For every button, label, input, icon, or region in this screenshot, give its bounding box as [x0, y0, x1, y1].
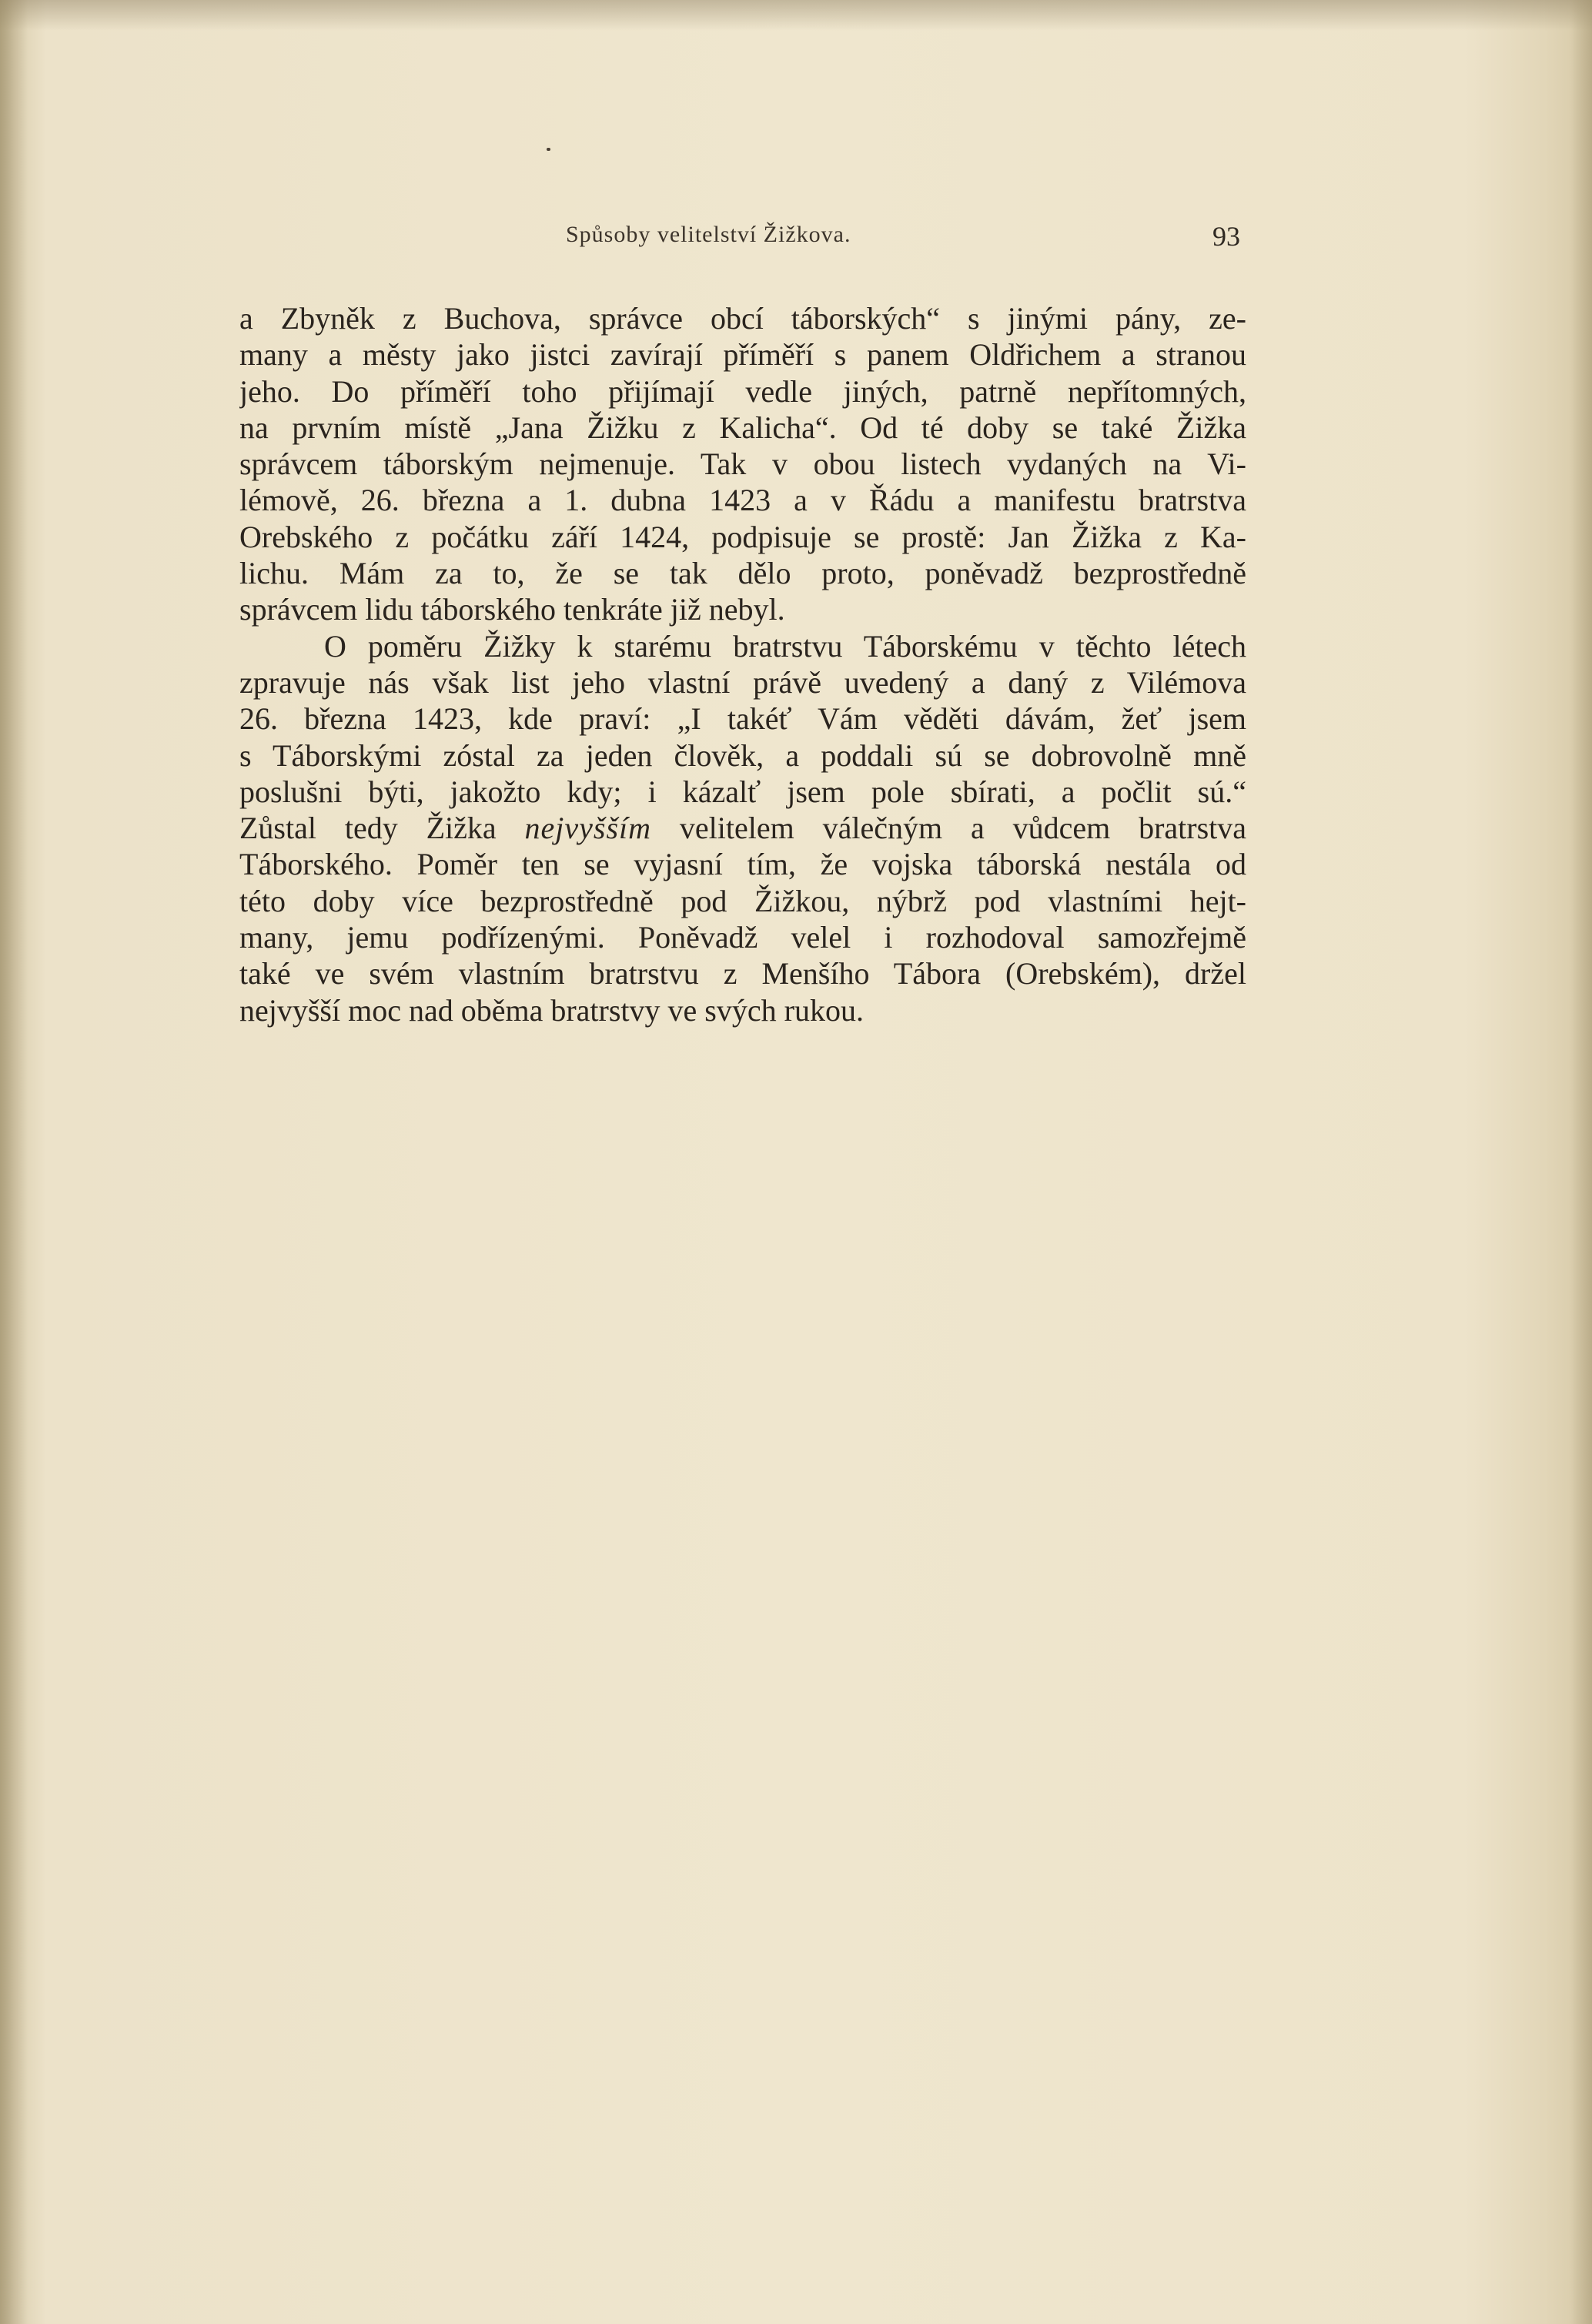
text-line: Orebského z počátku září 1424, podpisuje se prostě: Jan Žižka z Ka- [239, 519, 1246, 554]
text-line: lémově, 26. března a 1. dubna 1423 a v Řádu a manifestu bratrstva [239, 483, 1246, 518]
text-fragment: velitelem válečným a vůdcem bratrstva [679, 811, 1246, 846]
text-fragment: Zůstal tedy Žižka [239, 811, 497, 846]
text-line: správcem lidu táborského tenkráte již nebyl. [239, 592, 785, 627]
text-line: many a městy jako jistci zavírají příměří s panem Oldřichem a stranou [239, 337, 1246, 373]
text-line: s Táborskými zóstal za jeden člověk, a poddali sú se dobrovolně mně [239, 737, 1246, 773]
page-edge-shadow [1570, 0, 1592, 2324]
text-line: 26. března 1423, kde praví: „I takéť Vám věděti dávám, žeť jsem [239, 701, 1246, 737]
emphasized-word: nejvyšším [524, 811, 652, 846]
text-line: many, jemu podřízenými. Poněvadž velel i rozhodoval samozřejmě [239, 920, 1246, 955]
text-line: také ve svém vlastním bratrstvu z Menšího Tábora (Orebském), držel [239, 956, 1246, 991]
text-line: zpravuje nás však list jeho vlastní právě uvedený a daný z Vilémova [239, 664, 1246, 700]
text-line: lichu. Mám za to, že se tak dělo proto, poněvadž bezprostředně [239, 556, 1246, 591]
text-line: Táborského. Poměr ten se vyjasní tím, že vojska táborská nestála od [239, 847, 1246, 882]
text-line: na prvním místě „Jana Žižku z Kalicha“. Od té doby se také Žižka [239, 410, 1246, 445]
text-line: této doby více bezprostředně pod Žižkou, nýbrž pod vlastními hejt- [239, 883, 1246, 918]
running-title: Spůsoby velitelství Žižkova. [566, 222, 851, 247]
text-line-paragraph-start: O poměru Žižky k starému bratrstvu Táborskému v těchto létech [324, 628, 1246, 664]
text-line: jeho. Do příměří toho přijímají vedle jiných, patrně nepřítomných, [239, 373, 1246, 409]
page-gutter-shadow [0, 0, 28, 2324]
text-line: správcem táborským nejmenuje. Tak v obou listech vydaných na Vi- [239, 446, 1246, 482]
text-line: poslušni býti, jakožto kdy; i kázalť jsem pole sbírati, a počlit sú.“ [239, 774, 1246, 809]
body-text [239, 300, 1246, 1028]
text-line-with-emphasis [239, 810, 1246, 846]
text-line: a Zbyněk z Buchova, správce obcí táborských“ s jinými pány, ze- [239, 301, 1246, 336]
page-number: 93 [1212, 221, 1240, 252]
text-line: nejvyšší moc nad oběma bratrstvy ve svých rukou. [239, 992, 864, 1028]
ink-speck [547, 148, 550, 151]
